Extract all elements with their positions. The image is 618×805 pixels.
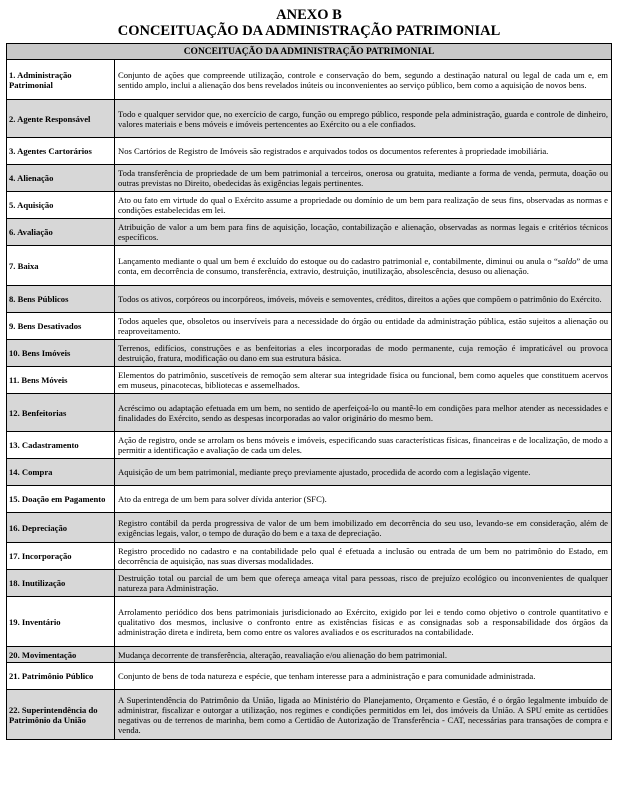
definition-text: Lançamento mediante o qual um bem é excluído do estoque ou do cadastro patrimonial e, contabilmente, diminui ou anula o “ [118, 255, 558, 266]
term-cell: 1. Administração Patrimonial [7, 60, 115, 100]
table-row [7, 459, 612, 486]
term-cell: 8. Bens Públicos [7, 286, 115, 313]
table-row [7, 647, 612, 663]
table-row [7, 219, 612, 246]
definition-cell: Terrenos, edifícios, construções e as benfeitorias a eles incorporadas de modo permanente, cuja remoção é impraticável ou provoca destruição, fratura, modificação ou dano em sua estrutura básica. [115, 340, 612, 367]
table-header: CONCEITUAÇÃO DA ADMINISTRAÇÃO PATRIMONIAL [7, 44, 612, 60]
table-row [7, 663, 612, 690]
definition-text: ” de uma conta, em decorrência de consumo, transferência, extravio, destruição, inutilização, absolescência, desuso ou alienação. [118, 255, 608, 276]
document-title: ANEXO B [276, 7, 342, 23]
concepts-table [6, 43, 612, 740]
table-row [7, 286, 612, 313]
table-row [7, 367, 612, 394]
definition-cell: Conjunto de ações que compreende utilização, controle e conservação do bem, segundo a destinação natural ou legal de cada um e, em sentido amplo, inclui a alienação dos bens revelados inúteis ou inconvenientes ao serviço público, bem como a aquisição de novos bens. [115, 60, 612, 100]
definition-cell: Registro procedido no cadastro e na contabilidade pelo qual é efetuada a inclusão ou entrada de um bem no patrimônio do Estado, em decorrência de aquisição, nas suas diversas modalidades. [115, 543, 612, 570]
definition-cell: Aquisição de um bem patrimonial, mediante preço previamente ajustado, procedida de acordo com a legislação vigente. [115, 459, 612, 486]
term-cell: 3. Agentes Cartorários [7, 138, 115, 165]
definition-cell: Todos aqueles que, obsoletos ou inservíveis para a necessidade do órgão ou entidade da administração pública, estão sujeitos a alienação ou reaproveitamento. [115, 313, 612, 340]
table-row [7, 340, 612, 367]
table-row [7, 313, 612, 340]
table-row [7, 486, 612, 513]
table-row [7, 597, 612, 647]
term-cell: 12. Benfeitorias [7, 394, 115, 432]
table-row [7, 138, 612, 165]
table-row [7, 513, 612, 543]
table-row [7, 100, 612, 138]
term-cell: 9. Bens Desativados [7, 313, 115, 340]
table-row [7, 165, 612, 192]
table-row [7, 570, 612, 597]
term-cell: 11. Bens Móveis [7, 367, 115, 394]
definition-cell: Conjunto de bens de toda natureza e espécie, que tenham interesse para a administração e para comunidade administrada. [115, 663, 612, 690]
table-row [7, 192, 612, 219]
term-cell: 20. Movimentação [7, 647, 115, 663]
definition-cell: Todo e qualquer servidor que, no exercício de cargo, função ou emprego público, responde pela administração, guarda e controle de dinheiro, valores materiais e bens móveis e imóveis pertencentes ao Exército ou a ele confiados. [115, 100, 612, 138]
term-cell: 4. Alienação [7, 165, 115, 192]
term-cell: 16. Depreciação [7, 513, 115, 543]
definition-italic-term: saldo [557, 255, 577, 266]
definition-cell: Destruição total ou parcial de um bem que ofereça ameaça vital para pessoas, risco de prejuízo ecológico ou inconvenientes de qualquer natureza para Administração. [115, 570, 612, 597]
term-cell: 13. Cadastramento [7, 432, 115, 459]
term-cell: 21. Patrimônio Público [7, 663, 115, 690]
term-cell: 18. Inutilização [7, 570, 115, 597]
term-cell: 5. Aquisição [7, 192, 115, 219]
definition-cell: Ato da entrega de um bem para solver dívida anterior (SFC). [115, 486, 612, 513]
term-cell: 17. Incorporação [7, 543, 115, 570]
definition-cell: A Superintendência do Patrimônio da União, ligada ao Ministério do Planejamento, Orçamento e Gestão, é o órgão legalmente imbuído de administrar, fiscalizar e outorgar a utilização, nos regimes e condições permitidos em lei, dos imóveis da União. A SPU emite as certidões negativas ou de terrenos de marinha, bem como a Certidão de Autorização de Transferência - CAT, necessárias para transações de compra e venda. [115, 690, 612, 740]
definition-cell: Toda transferência de propriedade de um bem patrimonial a terceiros, onerosa ou gratuita, mediante a forma de venda, permuta, doação ou outras previstas no Direito, obedecidas às exigências legais pertinentes. [115, 165, 612, 192]
definition-cell [115, 246, 612, 286]
term-cell: 7. Baixa [7, 246, 115, 286]
definition-cell: Elementos do patrimônio, suscetíveis de remoção sem alterar sua integridade física ou funcional, bem como aqueles que constituem acervos em museus, pinacotecas, bibliotecas e assemelhados. [115, 367, 612, 394]
definition-cell: Mudança decorrente de transferência, alteração, reavaliação e/ou alienação do bem patrimonial. [115, 647, 612, 663]
table-row [7, 543, 612, 570]
term-cell: 2. Agente Responsável [7, 100, 115, 138]
table-row [7, 60, 612, 100]
term-cell: 6. Avaliação [7, 219, 115, 246]
document-subtitle: CONCEITUAÇÃO DA ADMINISTRAÇÃO PATRIMONIAL [117, 23, 501, 39]
term-cell: 10. Bens Imóveis [7, 340, 115, 367]
definition-cell: Ato ou fato em virtude do qual o Exército assume a propriedade ou domínio de um bem para realização de seus fins, observadas as normas e condições estabelecidas em lei. [115, 192, 612, 219]
table-header-row [7, 44, 612, 60]
definition-cell: Arrolamento periódico dos bens patrimoniais jurisdicionado ao Exército, exigido por lei e tendo como objetivo o controle quantitativo e qualitativo dos mesmos, inclusive o confronto entre as existências físicas e as consignadas sob a responsabilidade dos órgãos da administração direta e indireta, bem como entre os valores avaliados e os escriturados na contabilidade. [115, 597, 612, 647]
term-cell: 22. Superintendência do Patrimônio da União [7, 690, 115, 740]
table-row [7, 690, 612, 740]
definition-cell: Acréscimo ou adaptação efetuada em um bem, no sentido de aperfeiçoá-lo ou mantê-lo em condições para melhor atender as necessidades e finalidades do Exército, sendo as despesas incorporadas ao valor originário do mesmo bem. [115, 394, 612, 432]
definition-cell: Todos os ativos, corpóreos ou incorpóreos, imóveis, móveis e semoventes, créditos, direitos a ações que compõem o patrimônio do Exército. [115, 286, 612, 313]
table-row [7, 246, 612, 286]
term-cell: 19. Inventário [7, 597, 115, 647]
term-cell: 15. Doação em Pagamento [7, 486, 115, 513]
definition-cell: Ação de registro, onde se arrolam os bens móveis e imóveis, especificando suas características físicas, financeiras e de localização, de modo a permitir a identificação e avaliação de cada um deles. [115, 432, 612, 459]
definition-cell: Nos Cartórios de Registro de Imóveis são registrados e arquivados todos os documentos referentes à propriedade imobiliária. [115, 138, 612, 165]
table-row [7, 432, 612, 459]
table-row [7, 394, 612, 432]
definition-cell: Atribuição de valor a um bem para fins de aquisição, locação, contabilização e alienação, observadas as normas legais e critérios técnicos específicos. [115, 219, 612, 246]
term-cell: 14. Compra [7, 459, 115, 486]
definition-cell: Registro contábil da perda progressiva de valor de um bem imobilizado em decorrência do seu uso, levando-se em consideração, além de exigências legais, valor, o tempo de duração do bem e a taxa de depreciação. [115, 513, 612, 543]
